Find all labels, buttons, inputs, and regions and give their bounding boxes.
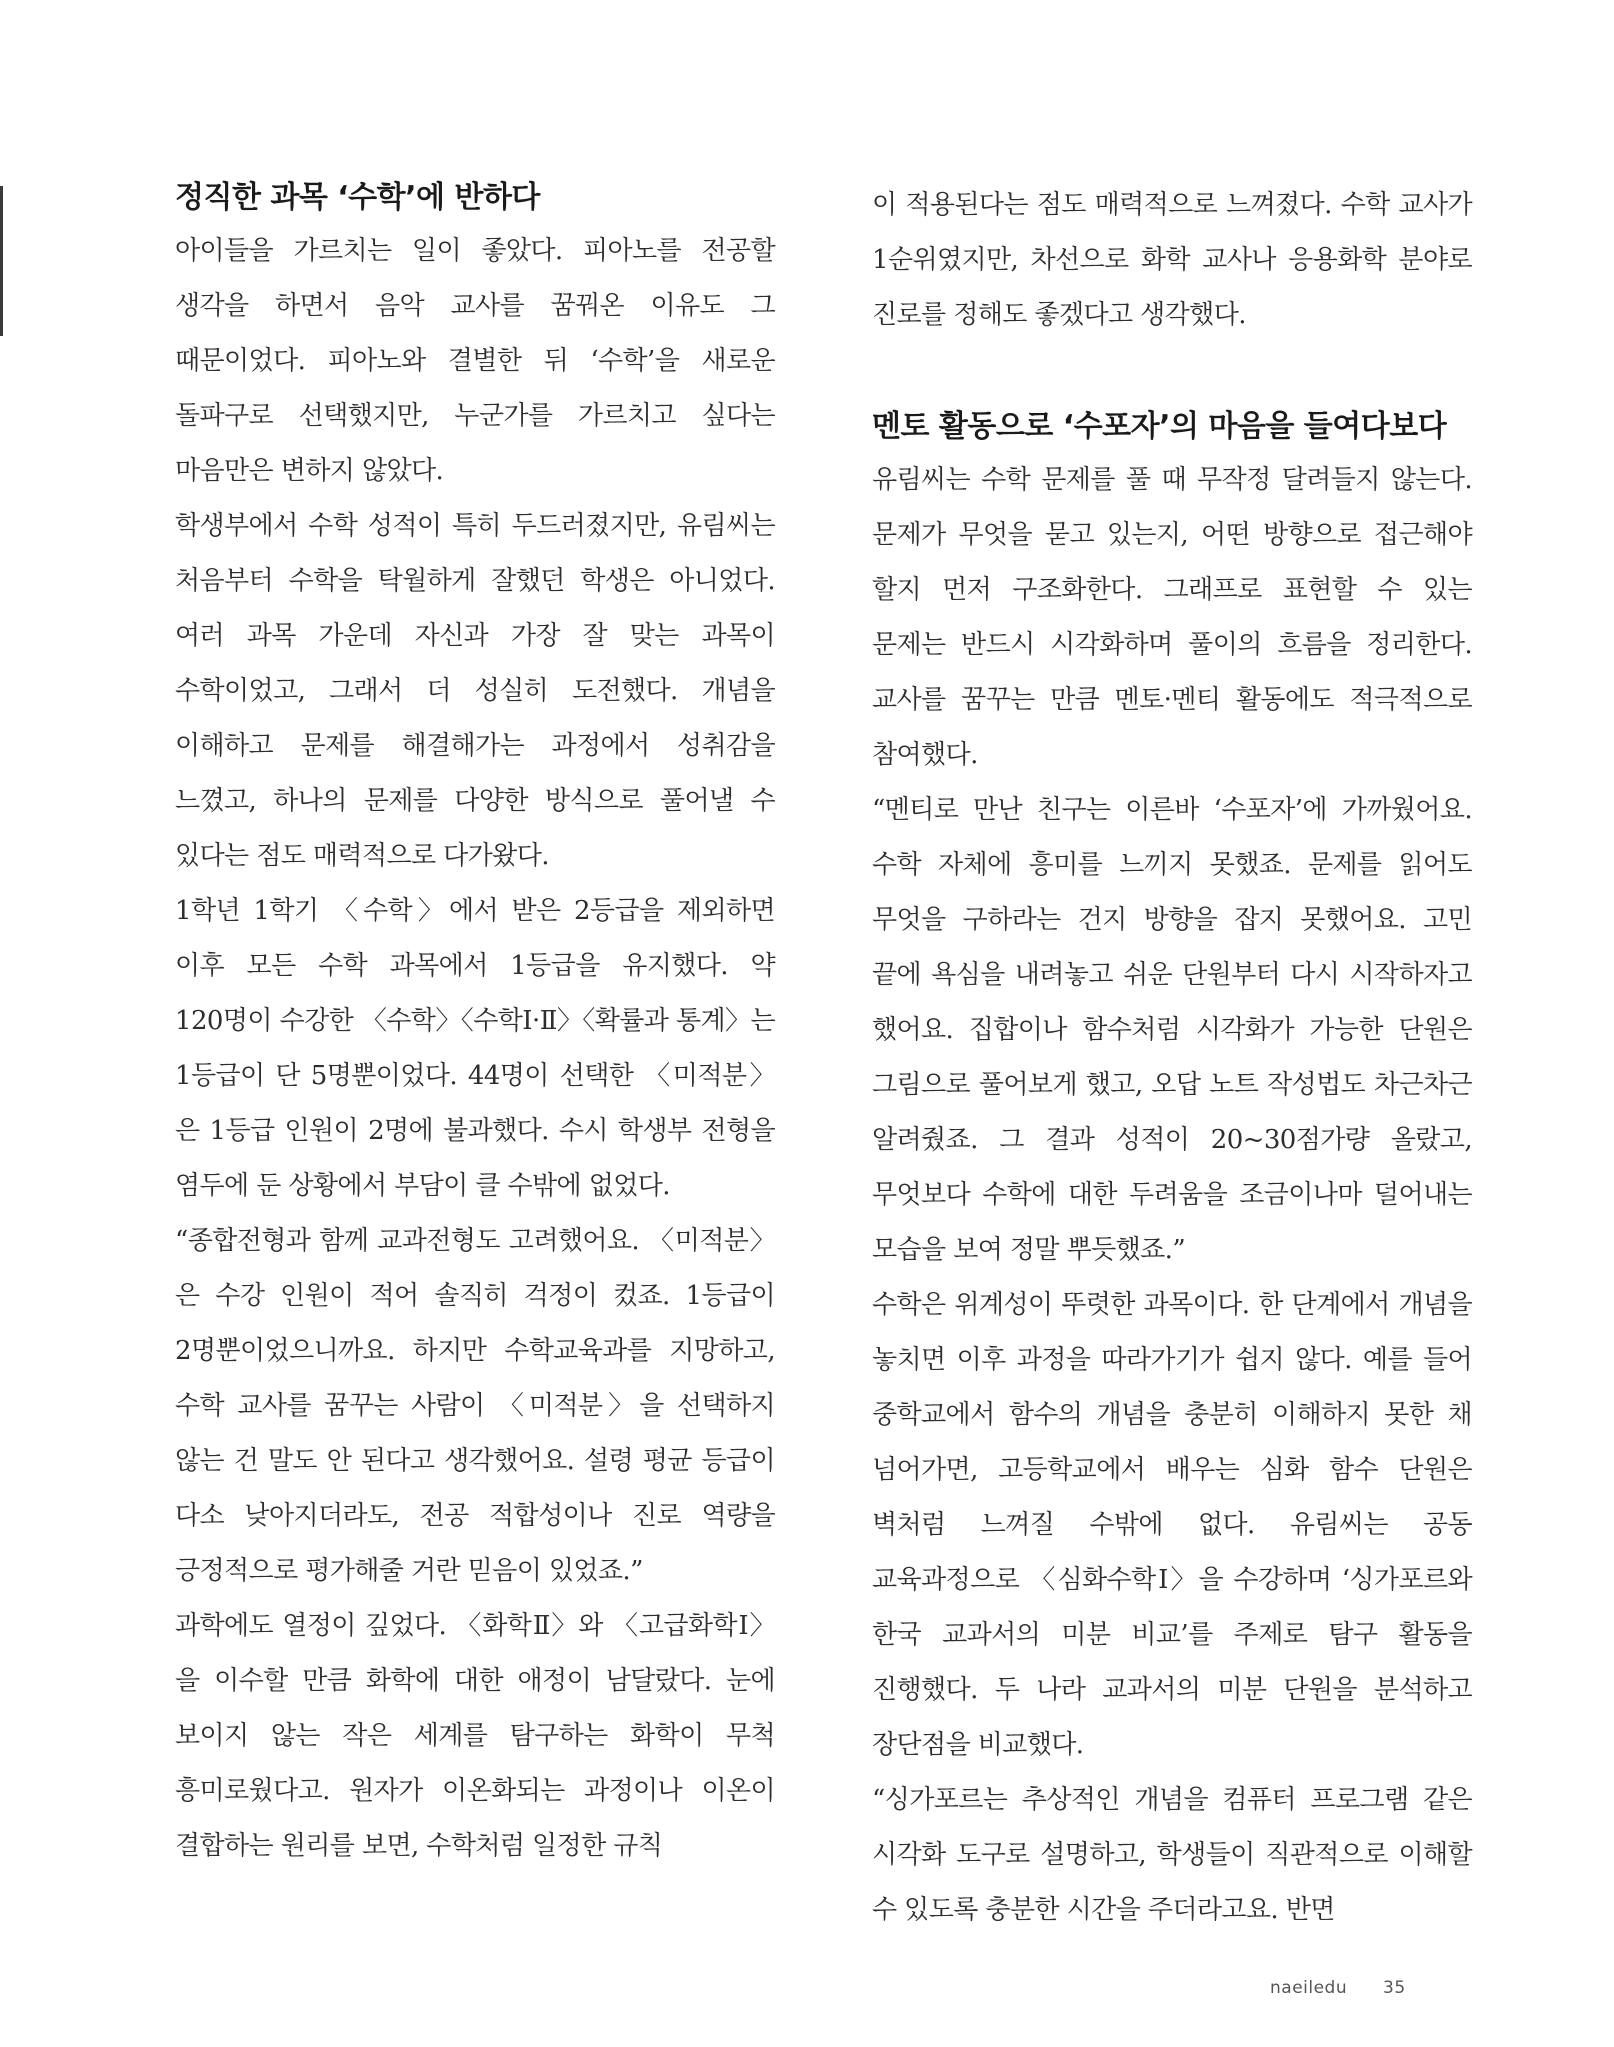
quote-paragraph: “멘티로 만난 친구는 이른바 ‘수포자’에 가까웠어요. 수학 자체에 흥미를 느끼지 못했죠. 문제를 읽어도 무엇을 구하라는 건지 방향을 잡지 못했어요. 고민 끝에 욕심을 내려놓고 쉬운 단원부터 다시 시작하자고 했어요. 집합이나 함수처럼 시각화가 가능한 단원은 그림으로 풀어보게 했고, 오답 노트 작성법도 차근차근 알려줬죠. 그 결과 성적이 20~30점가량 올랐고, 무엇보다 수학에 대한 두려움을 조금이나마 덜어내는 모습을 보여 정말 뿌듯했죠.”	[872, 795, 1472, 1265]
body-paragraph: 아이들을 가르치는 일이 좋았다. 피아노를 전공할 생각을 하면서 음악 교사를 꿈꿔온 이유도 그 때문이었다. 피아노와 결별한 뒤 ‘수학’을 새로운 돌파구로 선택했지만, 누군가를 가르치고 싶다는 마음만은 변하지 않았다.	[175, 236, 775, 486]
body-paragraph: 유림씨는 수학 문제를 풀 때 무작정 달려들지 않는다. 문제가 무엇을 묻고 있는지, 어떤 방향으로 접근해야 할지 먼저 구조화한다. 그래프로 표현할 수 있는 문제는 반드시 시각화하며 풀이의 흐름을 정리한다. 교사를 꿈꾸는 만큼 멘토·멘티 활동에도 적극적으로 참여했다.	[872, 465, 1472, 770]
page-footer	[1270, 1978, 1406, 1998]
page-number: 35	[1383, 1978, 1406, 1998]
page-edge-mark	[0, 186, 3, 336]
body-paragraph: 1학년 1학기 〈수학〉에서 받은 2등급을 제외하면 이후 모든 수학 과목에서 1등급을 유지했다. 약 120명이 수강한 〈수학〉〈수학Ⅰ·Ⅱ〉〈확률과 통계〉는 1등급이 단 5명뿐이었다. 44명이 선택한 〈미적분〉은 1등급 인원이 2명에 불과했다. 수시 학생부 전형을 염두에 둔 상황에서 부담이 클 수밖에 없었다.	[175, 896, 775, 1201]
section-heading-math: 정직한 과목 ‘수학’에 반하다	[175, 180, 540, 215]
publication-name: naeiledu	[1270, 1978, 1348, 1998]
section-heading-mentor: 멘토 활동으로 ‘수포자’의 마음을 들여다보다	[872, 409, 1447, 444]
body-paragraph: 과학에도 열정이 깊었다. 〈화학Ⅱ〉와 〈고급화학Ⅰ〉을 이수할 만큼 화학에 대한 애정이 남달랐다. 눈에 보이지 않는 작은 세계를 탐구하는 화학이 무척 흥미로웠다고. 원자가 이온화되는 과정이나 이온이 결합하는 원리를 보면, 수학처럼 일정한 규칙	[175, 1611, 775, 1861]
body-paragraph: 학생부에서 수학 성적이 특히 두드러졌지만, 유림씨는 처음부터 수학을 탁월하게 잘했던 학생은 아니었다. 여러 과목 가운데 자신과 가장 잘 맞는 과목이 수학이었고, 그래서 더 성실히 도전했다. 개념을 이해하고 문제를 해결해가는 과정에서 성취감을 느꼈고, 하나의 문제를 다양한 방식으로 풀어낼 수 있다는 점도 매력적으로 다가왔다.	[175, 511, 775, 871]
left-column	[175, 172, 775, 1874]
right-column	[872, 178, 1472, 1938]
quote-paragraph: “종합전형과 함께 교과전형도 고려했어요. 〈미적분〉은 수강 인원이 적어 솔직히 걱정이 컸죠. 1등급이 2명뿐이었으니까요. 하지만 수학교육과를 지망하고, 수학 교사를 꿈꾸는 사람이 〈미적분〉을 선택하지 않는 건 말도 안 된다고 생각했어요. 설령 평균 등급이 다소 낮아지더라도, 전공 적합성이나 진로 역량을 긍정적으로 평가해줄 거란 믿음이 있었죠.”	[175, 1226, 775, 1586]
quote-paragraph: “싱가포르는 추상적인 개념을 컴퓨터 프로그램 같은 시각화 도구로 설명하고, 학생들이 직관적으로 이해할 수 있도록 충분한 시간을 주더라고요. 반면	[872, 1785, 1472, 1925]
continued-paragraph: 이 적용된다는 점도 매력적으로 느껴졌다. 수학 교사가 1순위였지만, 차선으로 화학 교사나 응용화학 분야로 진로를 정해도 좋겠다고 생각했다.	[872, 190, 1472, 330]
body-paragraph: 수학은 위계성이 뚜렷한 과목이다. 한 단계에서 개념을 놓치면 이후 과정을 따라가기가 쉽지 않다. 예를 들어 중학교에서 함수의 개념을 충분히 이해하지 못한 채 넘어가면, 고등학교에서 배우는 심화 함수 단원은 벽처럼 느껴질 수밖에 없다. 유림씨는 공동 교육과정으로 〈심화수학Ⅰ〉을 수강하며 ‘싱가포르와 한국 교과서의 미분 비교’를 주제로 탐구 활동을 진행했다. 두 나라 교과서의 미분 단원을 분석하고 장단점을 비교했다.	[872, 1290, 1472, 1760]
